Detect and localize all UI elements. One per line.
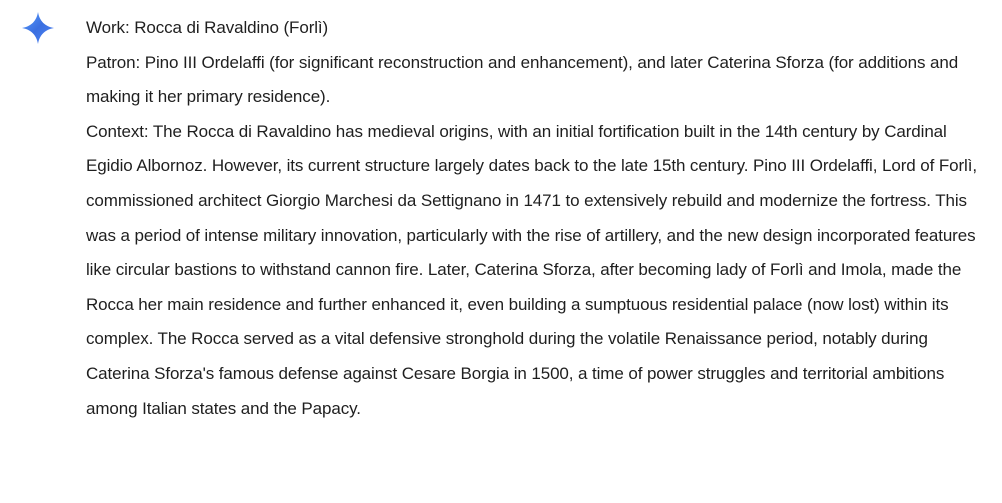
patron-line: Patron: Pino III Ordelaffi (for significant reconstruction and enhancement), and later Caterina Sforza (for additions and making it her primary residence). [86,52,959,107]
response-text [86,11,986,426]
context-paragraph: Context: The Rocca di Ravaldino has medieval origins, with an initial fortification built in the 14th century by Cardinal Egidio Albornoz. However, its current structure largely dates back to the late 15th century. Pino III Ordelaffi, Lord of Forlì, commissioned architect Giorgio Marchesi da Settignano in 1471 to extensively rebuild and modernize the fortress. This was a period of intense military innovation, particularly with the rise of artillery, and the new design incorporated features like circular bastions to withstand cannon fire. Later, Caterina Sforza, after becoming lady of Forlì and Imola, made the Rocca her main residence and further enhanced it, even building a sumptuous residential palace (now lost) within its complex. The Rocca served as a vital defensive stronghold during the volatile Renaissance period, notably during Caterina Sforza's famous defense against Cesare Borgia in 1500, a time of power struggles and territorial ambitions among Italian states and the Papacy. [86,121,977,418]
work-line: Work: Rocca di Ravaldino (Forlì) [86,18,329,37]
gemini-sparkle-icon [20,10,56,46]
